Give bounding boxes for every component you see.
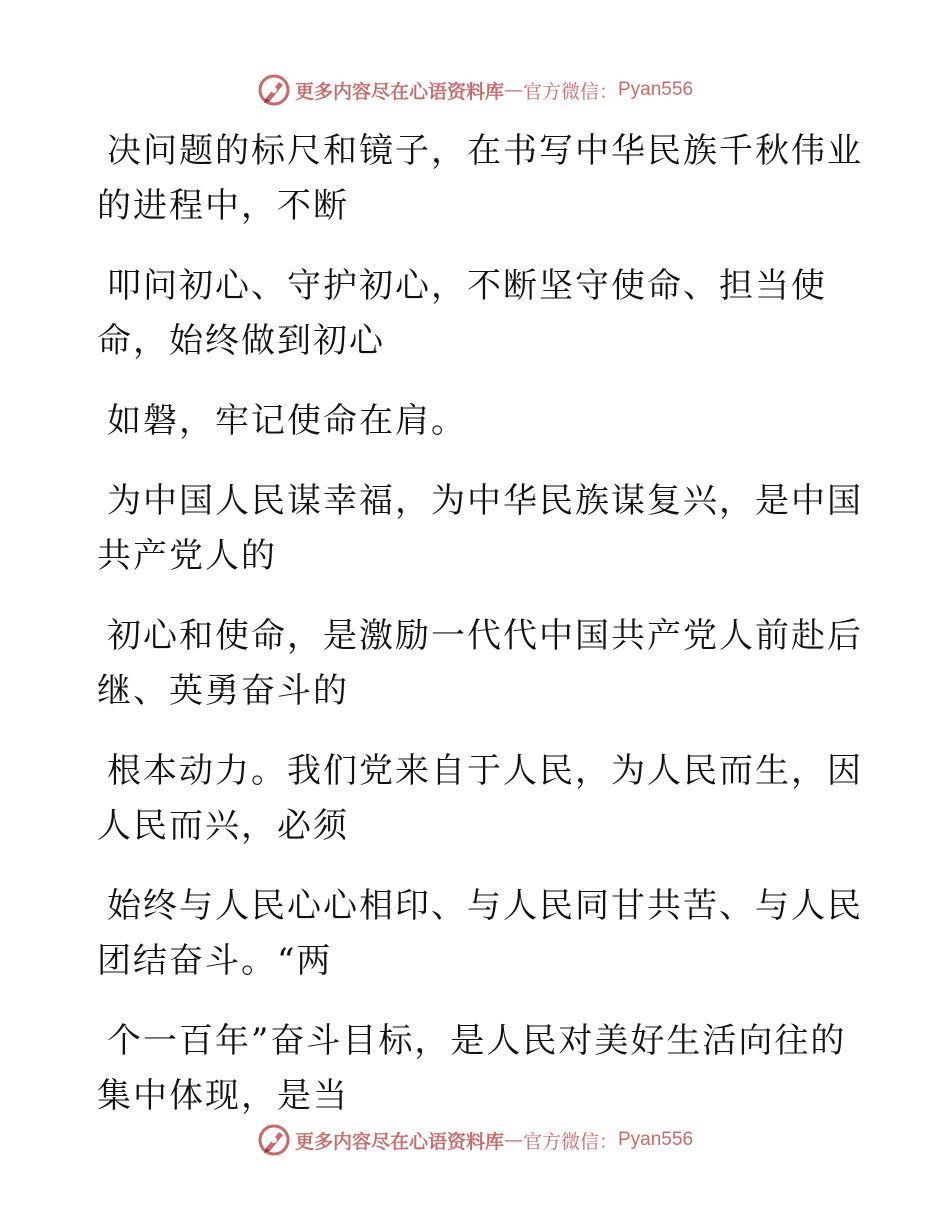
footer-watermark bbox=[0, 1120, 950, 1160]
paragraph-line: 的进程中，不断 bbox=[97, 186, 349, 226]
paragraph-line: 个一百年”奋斗目标，是人民对美好生活向往的 bbox=[107, 1021, 847, 1061]
paragraph bbox=[97, 1014, 857, 1124]
header-watermark bbox=[0, 70, 950, 110]
watermark-title: 更多内容尽在心语资料库 bbox=[294, 80, 504, 103]
watermark-id: Pyan556 bbox=[618, 79, 694, 100]
paragraph-line: 根本动力。我们党来自于人民，为人民而生，因 bbox=[107, 751, 863, 791]
paragraph bbox=[97, 474, 863, 584]
paragraph-line: 集中体现，是当 bbox=[97, 1076, 349, 1116]
paragraph-line: 为中国人民谋幸福，为中华民族谋复兴，是中国 bbox=[107, 481, 863, 521]
paragraph-line: 人民而兴，必须 bbox=[97, 806, 349, 846]
watermark-label: 官方微信： bbox=[522, 80, 618, 103]
watermark-dash: — bbox=[503, 1129, 523, 1151]
watermark-title: 更多内容尽在心语资料库 bbox=[294, 1130, 504, 1153]
paragraph bbox=[97, 259, 857, 369]
paragraph-line: 决问题的标尺和镜子，在书写中华民族千秋伟业 bbox=[107, 131, 863, 171]
pen-logo-icon bbox=[257, 1123, 291, 1157]
paragraph-line: 初心和使命，是激励一代代中国共产党人前赴后 bbox=[107, 616, 863, 656]
paragraph bbox=[97, 124, 863, 234]
paragraph-line: 叩问初心、守护初心，不断坚守使命、担当使 bbox=[107, 266, 827, 306]
watermark-id: Pyan556 bbox=[618, 1129, 694, 1150]
paragraph-line: 如磐，牢记使命在肩。 bbox=[107, 401, 467, 441]
paragraph-line: 命，始终做到初心 bbox=[97, 321, 385, 361]
paragraph bbox=[97, 879, 863, 989]
watermark-dash: — bbox=[503, 79, 523, 101]
paragraph bbox=[97, 394, 857, 449]
paragraph-line: 团结奋斗。“两 bbox=[97, 941, 333, 981]
paragraph-line: 共产党人的 bbox=[97, 536, 277, 576]
pen-logo-icon bbox=[257, 73, 291, 107]
document-body bbox=[97, 124, 863, 1149]
paragraph-line: 继、英勇奋斗的 bbox=[97, 671, 349, 711]
watermark-label: 官方微信： bbox=[522, 1130, 618, 1153]
paragraph-line: 始终与人民心心相印、与人民同甘共苦、与人民 bbox=[107, 886, 863, 926]
paragraph bbox=[97, 609, 863, 719]
paragraph bbox=[97, 744, 863, 854]
